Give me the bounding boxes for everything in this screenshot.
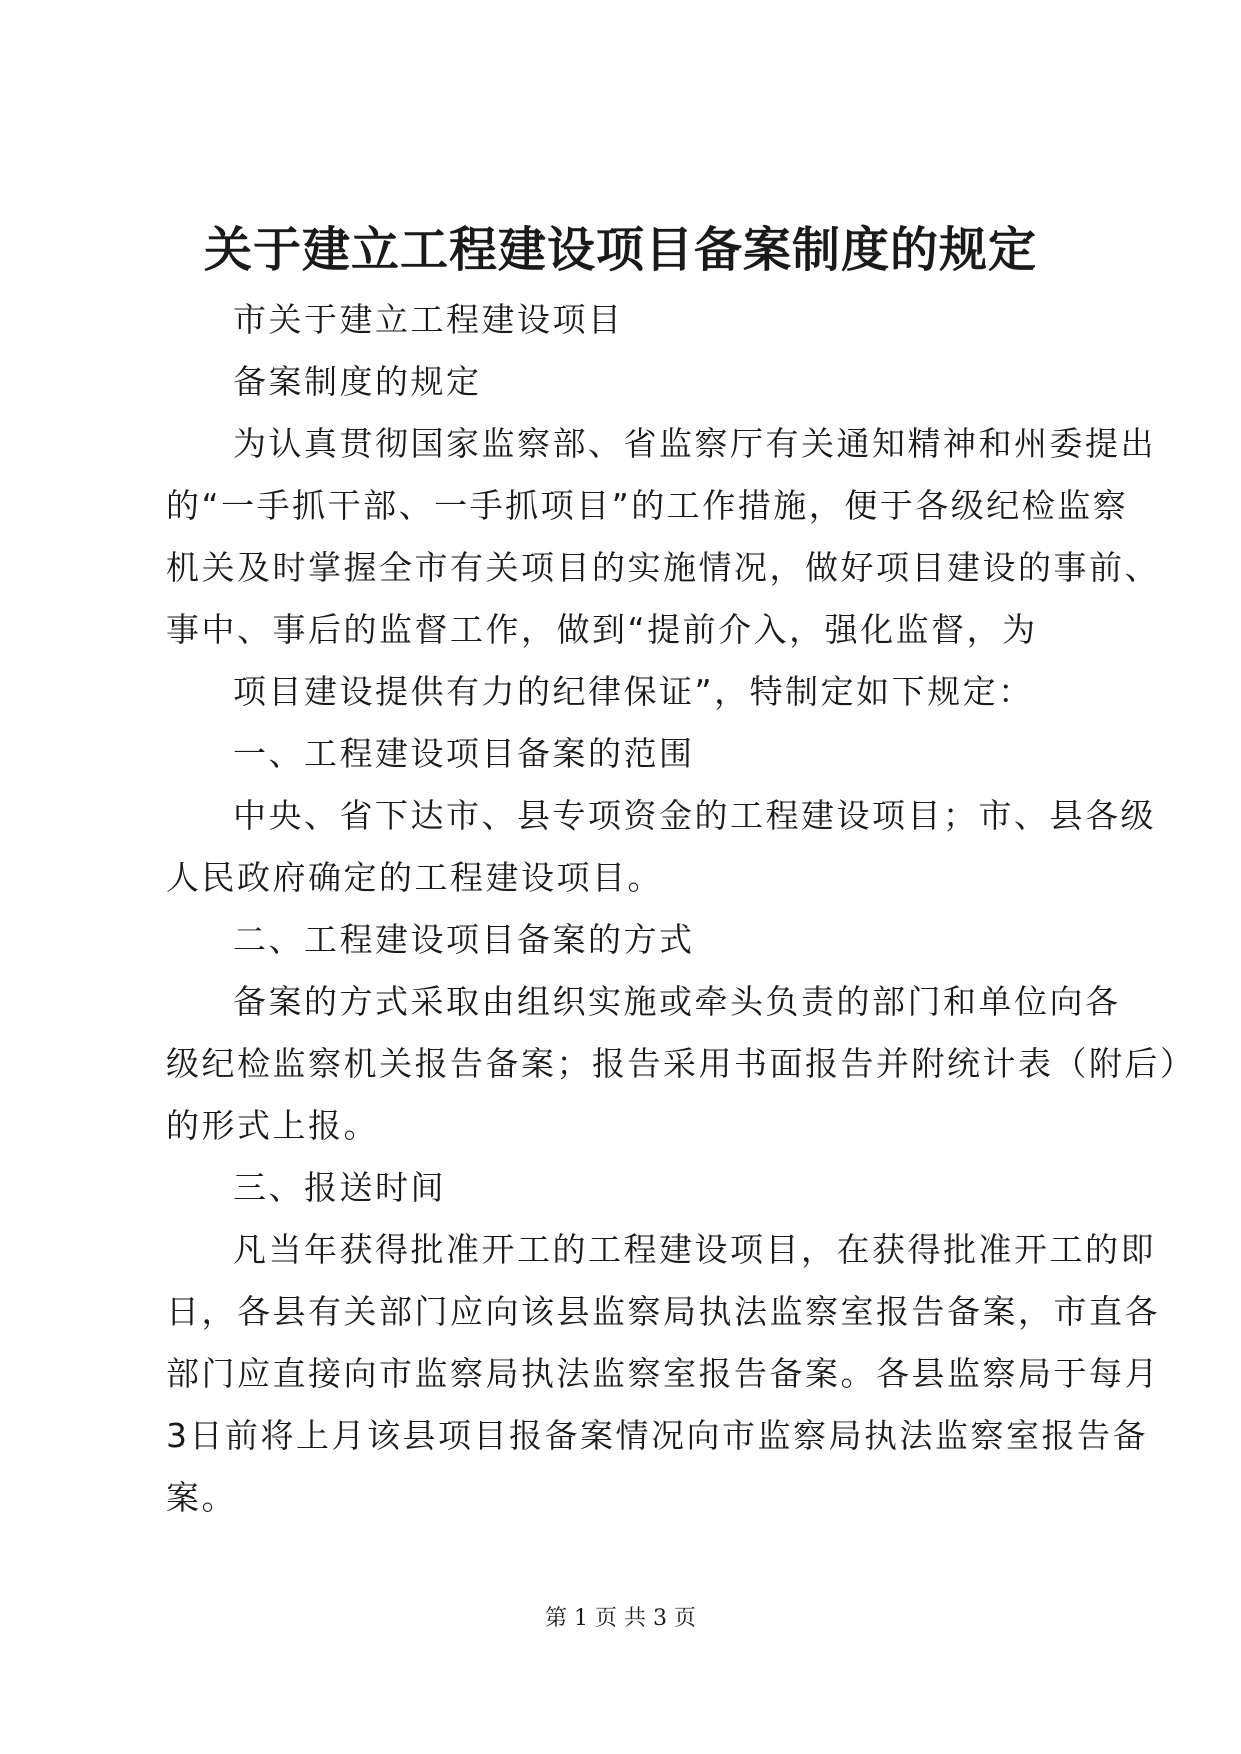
paragraph-line: 的形式上报。 <box>166 1106 379 1145</box>
subtitle-line-2: 备案制度的规定 <box>233 362 482 401</box>
paragraph-line: 的“一手抓干部、一手抓项目”的工作措施，便于各级纪检监察 <box>166 486 1129 525</box>
paragraph-line: 日，各县有关部门应向该县监察局执法监察室报告备案，市直各 <box>166 1292 1160 1331</box>
paragraph-line: 凡当年获得批准开工的工程建设项目，在获得批准开工的即 <box>233 1230 1156 1269</box>
paragraph-line: 3日前将上月该县项目报备案情况向市监察局执法监察室报告备 <box>166 1416 1148 1455</box>
section-heading: 一、工程建设项目备案的范围 <box>233 734 695 773</box>
page-number: 第 1 页 共 3 页 <box>545 1606 696 1631</box>
document-body <box>166 289 1196 1529</box>
subtitle-line-1: 市关于建立工程建设项目 <box>233 300 624 339</box>
paragraph-line: 项目建设提供有力的纪律保证”，特制定如下规定： <box>233 672 1034 711</box>
paragraph-line: 事中、事后的监督工作，做到“提前介入，强化监督，为 <box>166 610 1038 649</box>
paragraph-line: 部门应直接向市监察局执法监察室报告备案。各县监察局于每月 <box>166 1354 1160 1393</box>
paragraph-line: 为认真贯彻国家监察部、省监察厅有关通知精神和州委提出 <box>233 424 1156 463</box>
paragraph-line: 备案的方式采取由组织实施或牵头负责的部门和单位向各 <box>233 982 1121 1021</box>
paragraph-line: 中央、省下达市、县专项资金的工程建设项目；市、县各级 <box>233 796 1156 835</box>
paragraph-line: 机关及时掌握全市有关项目的实施情况，做好项目建设的事前、 <box>166 548 1160 587</box>
document-title: 关于建立工程建设项目备案制度的规定 <box>203 222 1037 278</box>
section-heading: 二、工程建设项目备案的方式 <box>233 920 695 959</box>
section-heading: 三、报送时间 <box>233 1168 446 1207</box>
paragraph-line: 人民政府确定的工程建设项目。 <box>166 858 663 897</box>
paragraph-line: 案。 <box>166 1478 237 1517</box>
paragraph-line: 级纪检监察机关报告备案；报告采用书面报告并附统计表（附后） <box>166 1044 1196 1083</box>
